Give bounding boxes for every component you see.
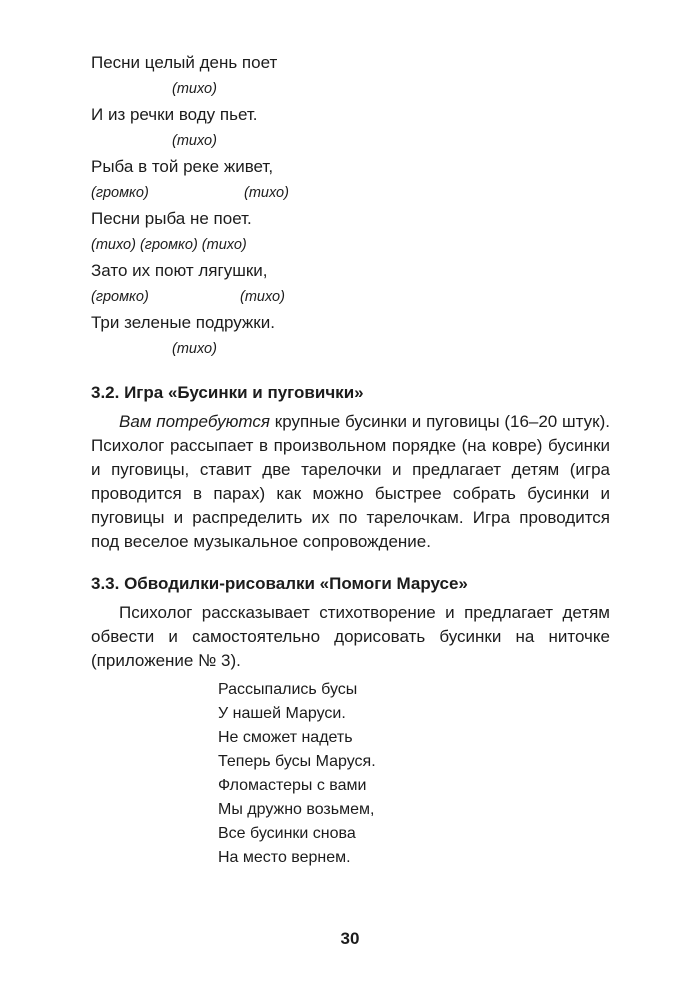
- poem2-line-7: Все бусинки снова: [218, 825, 356, 842]
- poem1-line-3: Рыба в той реке живет,: [91, 157, 274, 176]
- poem1-line-6: Три зеленые подружки.: [91, 313, 275, 332]
- poem1-mark-6: (тихо): [172, 341, 217, 357]
- poem1-line-5: Зато их поют лягушки,: [91, 261, 268, 280]
- poem1-mark-5b: (тихо): [240, 289, 285, 305]
- poem1-mark-3b: (тихо): [244, 185, 289, 201]
- poem2-line-1: Рассыпались бусы: [218, 681, 358, 698]
- poem1-mark-2: (тихо): [172, 133, 217, 149]
- section-3-2-intro: Вам потребуются: [119, 412, 270, 431]
- poem2-line-3: Не сможет надеть: [218, 729, 353, 746]
- page-number: 30: [340, 929, 360, 948]
- section-3-2-paragraph: [91, 410, 610, 554]
- section-3-2-title: 3.2. Игра «Бусинки и пуговички»: [91, 383, 364, 402]
- section-3-2-text: крупные бусинки и пуговицы (16–20 штук). Психолог рассыпает в произвольном порядке (на ковре) бусинки и пуговицы, ставит две тарелочки и предлагает детям (игра проводится в парах) как можно быстрее собрать бусинки и пуговицы и распределить их по тарелочкам. Игра проводится под веселое музыкальное сопровождение.: [91, 412, 610, 551]
- poem2: [218, 678, 376, 870]
- section-3-3-title: 3.3. Обводилки-рисовалки «Помоги Марусе»: [91, 574, 468, 593]
- poem2-line-5: Фломастеры с вами: [218, 777, 367, 794]
- poem1-mark-5a: (громко): [91, 289, 149, 305]
- poem2-line-8: На место вернем.: [218, 849, 351, 866]
- poem2-line-6: Мы дружно возьмем,: [218, 801, 375, 818]
- section-3-3-paragraph: Психолог рассказывает стихотворение и предлагает детям обвести и самостоятельно дорисовать бусинки на ниточке (приложение № 3).: [91, 603, 610, 670]
- poem1-mark-3a: (громко): [91, 185, 149, 201]
- poem1-line-1: Песни целый день поет: [91, 53, 278, 72]
- poem1-mark-1: (тихо): [172, 81, 217, 97]
- poem2-line-4: Теперь бусы Маруся.: [218, 753, 376, 770]
- poem2-line-2: У нашей Маруси.: [218, 705, 346, 722]
- poem1-line-4: Песни рыба не поет.: [91, 209, 252, 228]
- poem1-mark-4: (тихо) (громко) (тихо): [91, 237, 247, 253]
- poem1-line-2: И из речки воду пьет.: [91, 105, 258, 124]
